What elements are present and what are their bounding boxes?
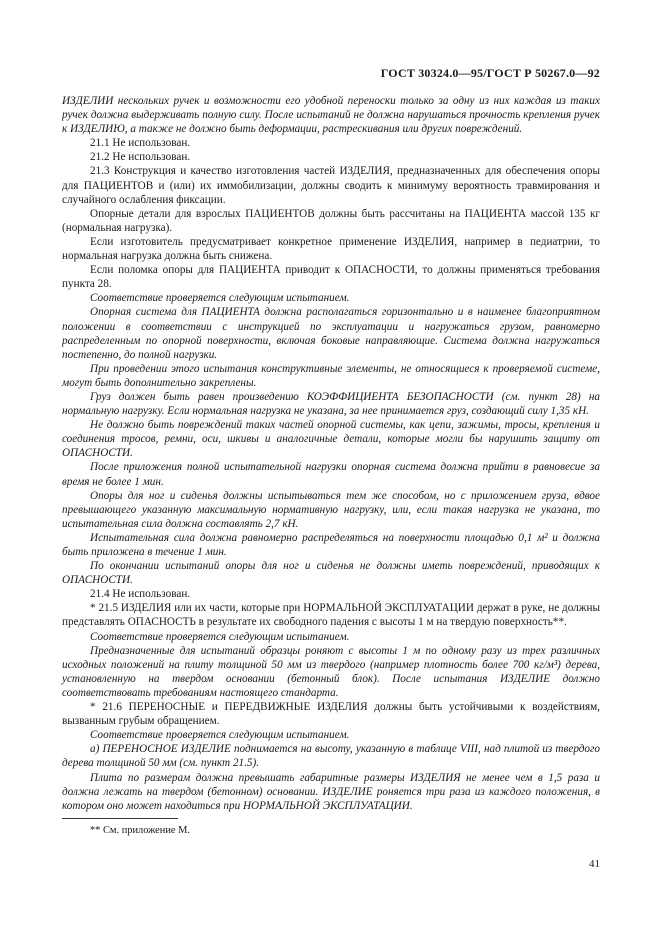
paragraph: 21.2 Не использован. — [90, 151, 191, 164]
footnote-rule — [62, 818, 178, 819]
document-page — [62, 0, 600, 936]
paragraph: Предназначенные для испытаний образцы роняют с высоты 1 м по одному разу из трех различных исходных положений на плиту толщиной 50 мм из твердого (например плотность более 700 кг/м³) дерева, установленную на твердом основании (бетонный блок). После испытания ИЗДЕЛИЕ должно соответствовать требованиям настоящего стандарта. — [62, 644, 600, 699]
paragraph: 21.3 Конструкция и качество изготовления частей ИЗДЕЛИЯ, предназначенных для обеспечения опоры для ПАЦИЕНТОВ и (или) их иммобилизации, должны сводить к минимуму вероятность травмирования и случайного ослабления фиксации. — [62, 165, 600, 206]
paragraph: Испытательная сила должна равномерно распределяться на поверхности площадью 0,1 м² и должна быть приложена в течение 1 мин. — [62, 531, 600, 558]
paragraph: Плита по размерам должна превышать габаритные размеры ИЗДЕЛИЯ не менее чем в 1,5 раза и должна лежать на твердом (бетонном) основании. ИЗДЕЛИЕ роняется три раза из каждого положения, в котором оно может находиться при НОРМАЛЬНОЙ ЭКСПЛУАТАЦИИ. — [62, 771, 600, 812]
paragraph: Соответствие проверяется следующим испытанием. — [90, 729, 350, 742]
paragraph: Не должно быть повреждений таких частей опорной системы, как цепи, зажимы, тросы, крепления и соединения тросов, ремни, оси, шкивы и аналогичные детали, которые могли бы нарушить защиту от ОПАСНОСТИ. — [62, 419, 600, 460]
paragraph: Соответствие проверяется следующим испытанием. — [90, 292, 350, 305]
footnote: ** См. приложение М. — [90, 824, 190, 836]
paragraph: Если изготовитель предусматривает конкретное применение ИЗДЕЛИЯ, например в педиатрии, то нормальная нагрузка должна быть снижена. — [62, 235, 600, 263]
paragraph: Опорные детали для взрослых ПАЦИЕНТОВ должны быть рассчитаны на ПАЦИЕНТА массой 135 кг (нормальная нагрузка). — [62, 207, 600, 234]
paragraph: Соответствие проверяется следующим испытанием. — [90, 630, 350, 643]
document-body — [62, 94, 600, 838]
paragraph: * 21.5 ИЗДЕЛИЯ или их части, которые при НОРМАЛЬНОЙ ЭКСПЛУАТАЦИИ держат в руке, не должны представлять ОПАСНОСТЬ в результате их свободного падения с высоты 1 м на твердую поверхность**. — [62, 602, 600, 629]
paragraph: Опорная система для ПАЦИЕНТА должна располагаться горизонтально и в наименее благоприятном положении в соответствии с инструкцией по эксплуатации и нагружаться грузом, равномерно распределенным по опорной поверхности, включая боковые направляющие. Система должна нагружаться постепенно, до полной нагрузки. — [62, 306, 600, 361]
paragraph: 21.4 Не использован. — [90, 588, 191, 601]
standard-header: ГОСТ 30324.0—95/ГОСТ Р 50267.0—92 — [380, 66, 600, 80]
paragraph: 21.1 Не использован. — [90, 137, 191, 150]
paragraph: ИЗДЕЛИИ нескольких ручек и возможности его удобной переноски только за одну из них каждая из таких ручек должна выдерживать полную силу. После испытаний не должна нарушаться прочность крепления ручек к ИЗДЕЛИЮ, а также не должно быть деформации, растрескивания или других повреждений. — [62, 95, 600, 136]
paragraph: а) ПЕРЕНОСНОЕ ИЗДЕЛИЕ поднимается на высоту, указанную в таблице VIII, над плитой из твердого дерева толщиной 50 мм (см. пункт 21.5). — [62, 743, 600, 770]
paragraph: При проведении этого испытания конструктивные элементы, не относящиеся к проверяемой системе, могут быть дополнительно закреплены. — [62, 362, 600, 389]
paragraph: Опоры для ног и сиденья должны испытываться тем же способом, но с приложением груза, вдвое превышающего указанную максимальную нормативную нагрузку, или, если такая нагрузка не указана, то испытательная сила должна составлять 2,7 кН. — [62, 489, 600, 530]
page-number: 41 — [589, 858, 600, 870]
paragraph: Если поломка опоры для ПАЦИЕНТА приводит к ОПАСНОСТИ, то должны применяться требования пункта 28. — [62, 264, 600, 291]
paragraph: * 21.6 ПЕРЕНОСНЫЕ и ПЕРЕДВИЖНЫЕ ИЗДЕЛИЯ должны быть устойчивыми к воздействиям, вызванным грубым обращением. — [62, 701, 600, 728]
paragraph: Груз должен быть равен произведению КОЭФФИЦИЕНТА БЕЗОПАСНОСТИ (см. пункт 28) на нормальную нагрузку. Если нормальная нагрузка не указана, за нее принимается груз, создающий силу 1,35 кН. — [62, 390, 600, 418]
paragraph: По окончании испытаний опоры для ног и сиденья не должны иметь повреждений, приводящих к ОПАСНОСТИ. — [62, 560, 600, 587]
paragraph: После приложения полной испытательной нагрузки опорная система должна прийти в равновесие за время не более 1 мин. — [62, 461, 600, 488]
